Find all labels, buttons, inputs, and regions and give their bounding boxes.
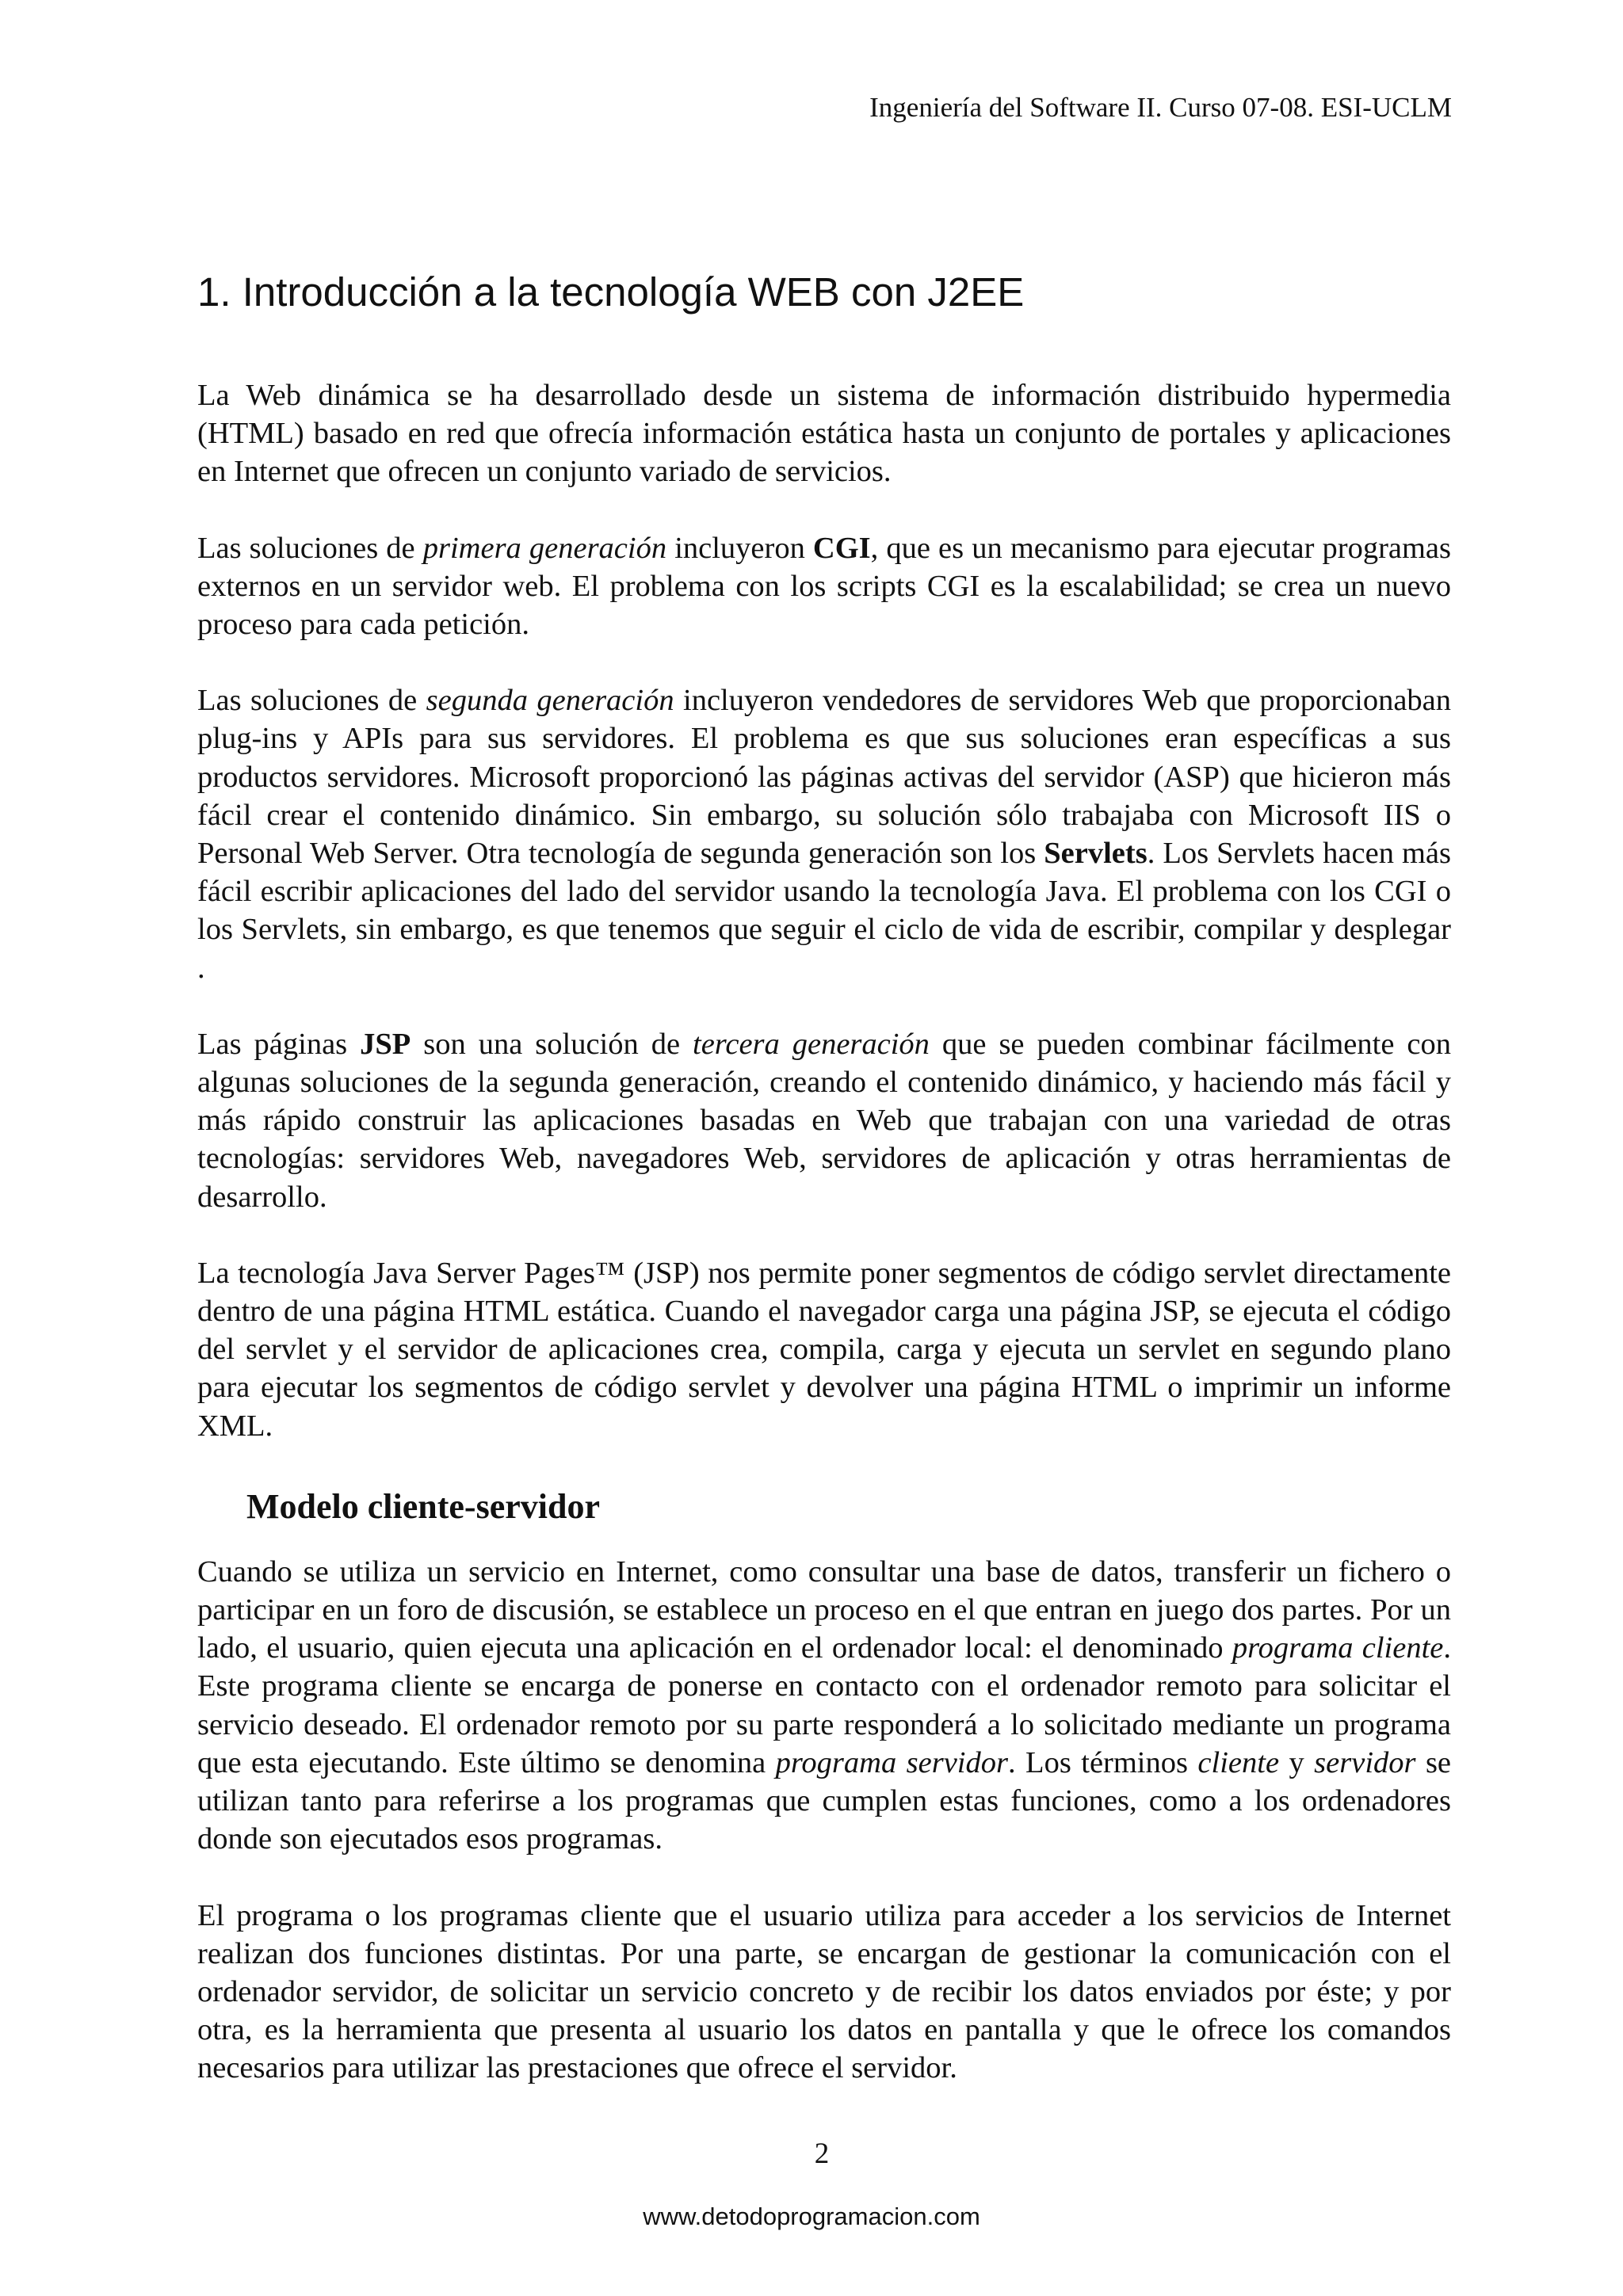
paragraph-tercera-generacion [197,1025,1451,1216]
paragraph-programas-cliente: El programa o los programas cliente que el usuario utiliza para acceder a los servicios de Internet realizan dos funciones distintas. Por una parte, se encargan de gestionar la comunicación con el ordenador servidor, de solicitar un servicio concreto y de recibir los datos enviados por éste; y por otra, es la herramienta que presenta al usuario los datos en pantalla y que le ofrece los comandos necesarios para utilizar las prestaciones que ofrece el servidor. [197,1898,1451,2085]
document-body [197,376,1451,2088]
text-run: incluyeron vendedores de servidores Web que proporcionaban plug-ins y APIs para sus servidores. El problema es que sus soluciones eran específicas a sus productos servidores. Microsoft proporcionó las páginas activas del servidor (ASP) que hicieron más fácil crear el contenido dinámico. Sin embargo, su solución sólo trabajaba con Microsoft IIS o Personal Web Server. Otra tecnología de segunda generación son los [197,684,1452,871]
page-header: Ingeniería del Software II. Curso 07-08. ESI-UCLM [869,92,1452,123]
chapter-title: 1. Introducción a la tecnología WEB con J2EE [197,269,1025,315]
emphasis-servidor: servidor [1314,1745,1416,1779]
bold-cgi: CGI [812,531,871,565]
text-run: . Este programa cliente se encarga de ponerse en contacto con el ordenador remoto para solicitar el servicio deseado. El ordenador remoto por su parte responderá a lo solicitado mediante un programa que esta ejecutando. Este último se denomina [197,1631,1451,1779]
emphasis-segunda-generacion: segunda generación [426,684,674,718]
text-run: Cuando se utiliza un servicio en Internet, como consultar una base de datos, transferir un fichero o participar en un foro de discusión, se establece un proceso en el que entran en juego dos partes. Por un lado, el usuario, quien ejecuta una aplicación en el ordenador local: el denominado [197,1554,1451,1665]
emphasis-programa-servidor: programa servidor [775,1745,1008,1779]
footer-url: www.detodoprogramacion.com [643,2203,980,2230]
bold-servlets: Servlets [1044,837,1148,871]
section-heading: Modelo cliente-servidor [246,1486,600,1526]
text-run: incluyeron [666,531,813,565]
text-run: y [1279,1745,1315,1779]
text-run: . Los Servlets hacen más fácil escribir aplicaciones del lado del servidor usando la tecnología Java. El problema con los CGI o los Servlets, sin embargo, es que tenemos que seguir el ciclo de vida de escribir, compilar y desplegar . [197,837,1451,985]
emphasis-programa-cliente: programa cliente [1232,1631,1444,1665]
paragraph-web-dinamica: La Web dinámica se ha desarrollado desde un sistema de información distribuido hypermedia (HTML) basado en red que ofrecía información estática hasta un conjunto de portales y aplicaciones en Internet que ofrecen un conjunto variado de servicios. [197,379,1451,489]
text-run: que se pueden combinar fácilmente con algunas soluciones de la segunda generación, creando el contenido dinámico, y haciendo más fácil y más rápido construir las aplicaciones basadas en Web que trabajan con una variedad de otras tecnologías: servidores Web, navegadores Web, servidores de aplicación y otras herramientas de desarrollo. [197,1027,1451,1214]
page-number: 2 [814,2138,830,2170]
bold-jsp: JSP [360,1027,411,1061]
paragraph-segunda-generacion [197,681,1451,987]
emphasis-primera-generacion: primera generación [422,531,667,565]
paragraph-primera-generacion [197,529,1451,644]
text-run: se utilizan tanto para referirse a los programas que cumplen estas funciones, como a los ordenadores donde son ejecutados esos programas. [197,1745,1452,1856]
emphasis-tercera-generacion: tercera generación [693,1027,930,1061]
paragraph-cliente-servidor [197,1553,1451,1859]
paragraph-jsp-tecnologia: La tecnología Java Server Pages™ (JSP) nos permite poner segmentos de código servlet directamente dentro de una página HTML estática. Cuando el navegador carga una página JSP, se ejecuta el código del servlet y el servidor de aplicaciones crea, compila, carga y ejecuta un servlet en segundo plano para ejecutar los segmentos de código servlet y devolver una página HTML o imprimir un informe XML. [197,1256,1451,1443]
text-run: , que es un mecanismo para ejecutar programas externos en un servidor web. El problema con los scripts CGI es la escalabilidad; se crea un nuevo proceso para cada petición. [197,531,1451,642]
text-run: Las páginas [197,1027,361,1061]
text-run: Las soluciones de [197,684,426,718]
text-run: son una solución de [411,1027,693,1061]
text-run: Las soluciones de [197,531,423,565]
emphasis-cliente: cliente [1197,1745,1280,1779]
text-run: . Los términos [1007,1745,1198,1779]
